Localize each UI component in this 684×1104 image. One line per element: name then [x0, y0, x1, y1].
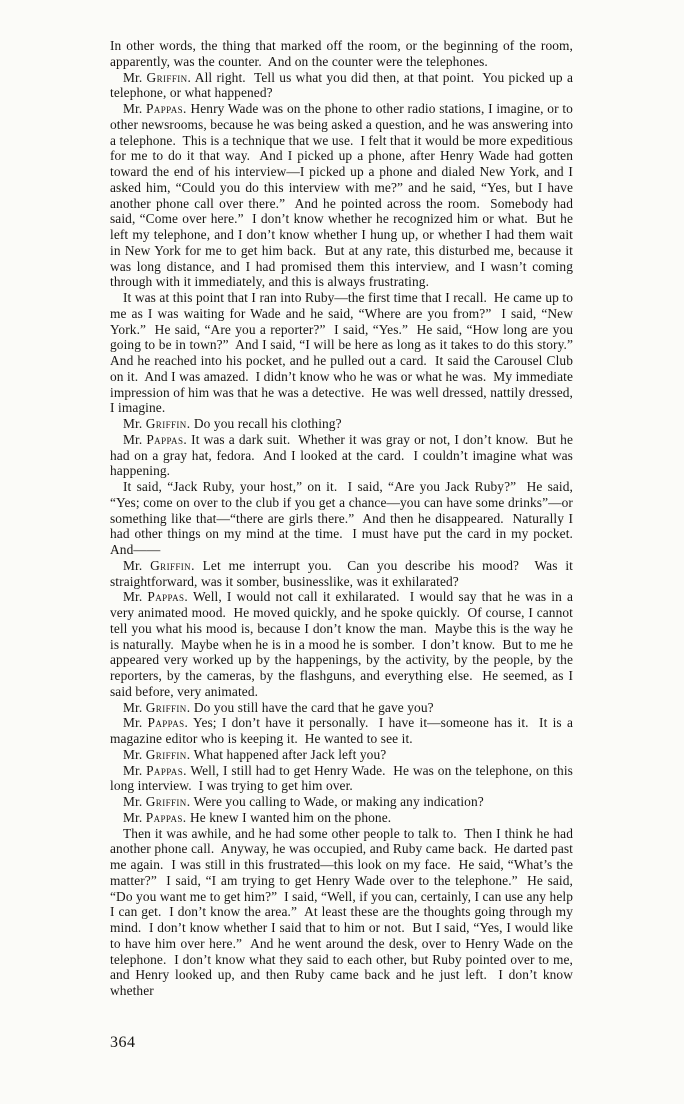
paragraph [110, 589, 577, 699]
paragraph [110, 715, 577, 747]
paragraph [110, 700, 573, 716]
paragraph [110, 69, 577, 102]
paragraph [110, 557, 577, 590]
paragraph-text: He knew I wanted him on the phone. [186, 809, 392, 825]
paragraph-text: Well, I would not call it exhilarated. I would say that he was in a very animated mood. He moved quickly, and he spoke quickly. Of course, I cannot tell you what his mood is, because I don’t know the man. Maybe this is the way he is naturally. Maybe when he is in a mood he is somber. I don’t know. But to me he appeared very worked up by the happenings, by the activity, by the people, by the reporters, by the cameras, by the flashguns, and everything else. He seemed, as I said before, very animated. [110, 589, 577, 699]
paragraph [110, 290, 580, 416]
paragraph-text: Henry Wade was on the phone to other radio stations, I imagine, or to other newsrooms, because he was being asked a question, and he was answering into a telephone. This is a technique that we use. I felt that it would be more expeditious for me to do it that way. And I picked up a phone, after Henry Wade had gotten toward the end of his interview—I picked up a phone and dialed New York, and I asked him, “Could you do this interview with me?” and he said, “Yes, but I have another phone call over there.” And he pointed across the room. Somebody had said, “Come over here.” I don’t know whether he recognized him or what. But he left my telephone, and I don’t know whether I hung up, or whether I had them wait in New York for me to get him back. But at any rate, this disturbed me, because it was long distance, and I had promised them this interview, and I wasn’t coming through with it immediately, and this is always frustrating. [110, 101, 577, 290]
paragraph-text: It was a dark suit. Whether it was gray or not, I don’t know. But he had on a gray hat, fedora. And I looked at the card. I couldn’t imagine what was happening. [110, 431, 577, 479]
speaker-prefix: Mr. [123, 431, 147, 447]
paragraph-text: Well, I still had to get Henry Wade. He was on the telephone, on this long interview. I was trying to get him over. [110, 762, 577, 794]
speaker-prefix: Mr. [123, 589, 148, 605]
speaker-name: Pappas. [147, 589, 189, 605]
paragraph [110, 762, 577, 795]
paragraph-text: Let me interrupt you. Can you describe his mood? Was it straightforward, was it somber, businesslike, was it exhilarated? [110, 557, 577, 589]
speaker-prefix: Mr. [123, 557, 151, 573]
speaker-prefix: Mr. [123, 69, 147, 85]
speaker-name: Pappas. [147, 715, 189, 731]
speaker-name: Pappas. [146, 762, 187, 778]
paragraph-text: Yes; I don’t have it personally. I have it—someone has it. It is a magazine editor who is keeping it. He wanted to see it. [110, 715, 577, 746]
paragraph-text: All right. Tell us what you did then, at that point. You picked up a telephone, or what happened? [110, 69, 577, 101]
paragraph [110, 825, 577, 999]
speaker-name: Griffin. [146, 69, 192, 85]
speaker-name: Griffin. [145, 746, 191, 762]
speaker-name: Griffin. [145, 699, 191, 715]
paragraph [110, 101, 577, 290]
speaker-name: Griffin. [145, 416, 191, 431]
speaker-name: Pappas. [145, 101, 187, 116]
speaker-name: Griffin. [145, 794, 191, 809]
speaker-prefix: Mr. [123, 794, 146, 809]
paragraph [110, 794, 573, 810]
speaker-name: Pappas. [146, 431, 188, 447]
speaker-prefix: Mr. [123, 699, 146, 715]
speaker-prefix: Mr. [123, 715, 148, 731]
speaker-prefix: Mr. [123, 809, 146, 825]
speaker-prefix: Mr. [123, 762, 147, 778]
speaker-prefix: Mr. [123, 746, 146, 762]
paragraph [110, 810, 573, 826]
speaker-prefix: Mr. [123, 101, 146, 116]
paragraph-text: Were you calling to Wade, or making any indication? [190, 794, 484, 809]
text-block [110, 38, 580, 999]
speaker-name: Pappas. [145, 809, 187, 825]
paragraph [110, 431, 577, 479]
speaker-prefix: Mr. [123, 416, 146, 431]
speaker-name: Griffin. [150, 557, 195, 573]
paragraph [110, 479, 580, 558]
page-number: 364 [110, 1034, 136, 1051]
paragraph [110, 416, 573, 432]
paragraph-text: Do you still have the card that he gave you? [190, 699, 434, 715]
paragraph-text: It was at this point that I ran into Ruby—the first time that I recall. He came up to me as I was waiting for Wade and he said, “Where are you from?” I said, “New York.” He said, “Are you a reporter?” I said, “Yes.” He said, “How long are you going to be in town?” And I said, “I will be here as long as it takes to do this story.” And he reached into his pocket, and he pulled out a card. It said the Carousel Club on it. And I was amazed. I didn’t know who he was or what he was. My immediate impression of him was that he was a detective. He was well dressed, nattily dressed, I imagine. [110, 290, 580, 416]
paragraph-text: Do you recall his clothing? [190, 416, 342, 431]
paragraph-text: It said, “Jack Ruby, your host,” on it. I said, “Are you Jack Ruby?” He said, “Yes; come on over to the club if you get a chance—you can have some drinks”—or something like that—“there are girls there.” And then he disappeared. Naturally I had other things on my mind at the time. I must have put the card in my pocket. And—— [110, 479, 580, 557]
paragraph [110, 747, 573, 763]
paragraph [110, 38, 577, 70]
paragraph-text: What happened after Jack left you? [190, 746, 387, 762]
paragraph-text: In other words, the thing that marked off the room, or the beginning of the room, apparently, was the counter. And on the counter were the telephones. [110, 38, 577, 69]
paragraph-text: Then it was awhile, and he had some other people to talk to. Then I think he had another phone call. Anyway, he was occupied, and Ruby came back. He darted past me again. I was still in this frustrated—this look on my face. He said, “What’s the matter?” I said, “I am trying to get Henry Wade over to the telephone.” He said, “Do you want me to get him?” I said, “Well, if you can, certainly, I can use any help I can get. I don’t know the area.” At least these are the thoughts going through my mind. I don’t know whether I said that to him or not. But I said, “Yes, I would like to have him over here.” And he went around the desk, over to Henry Wade on the telephone. I don’t know what they said to each other, but Ruby pointed over to me, and Henry looked up, and then Ruby came back and he just left. I don’t know whether [110, 825, 577, 998]
